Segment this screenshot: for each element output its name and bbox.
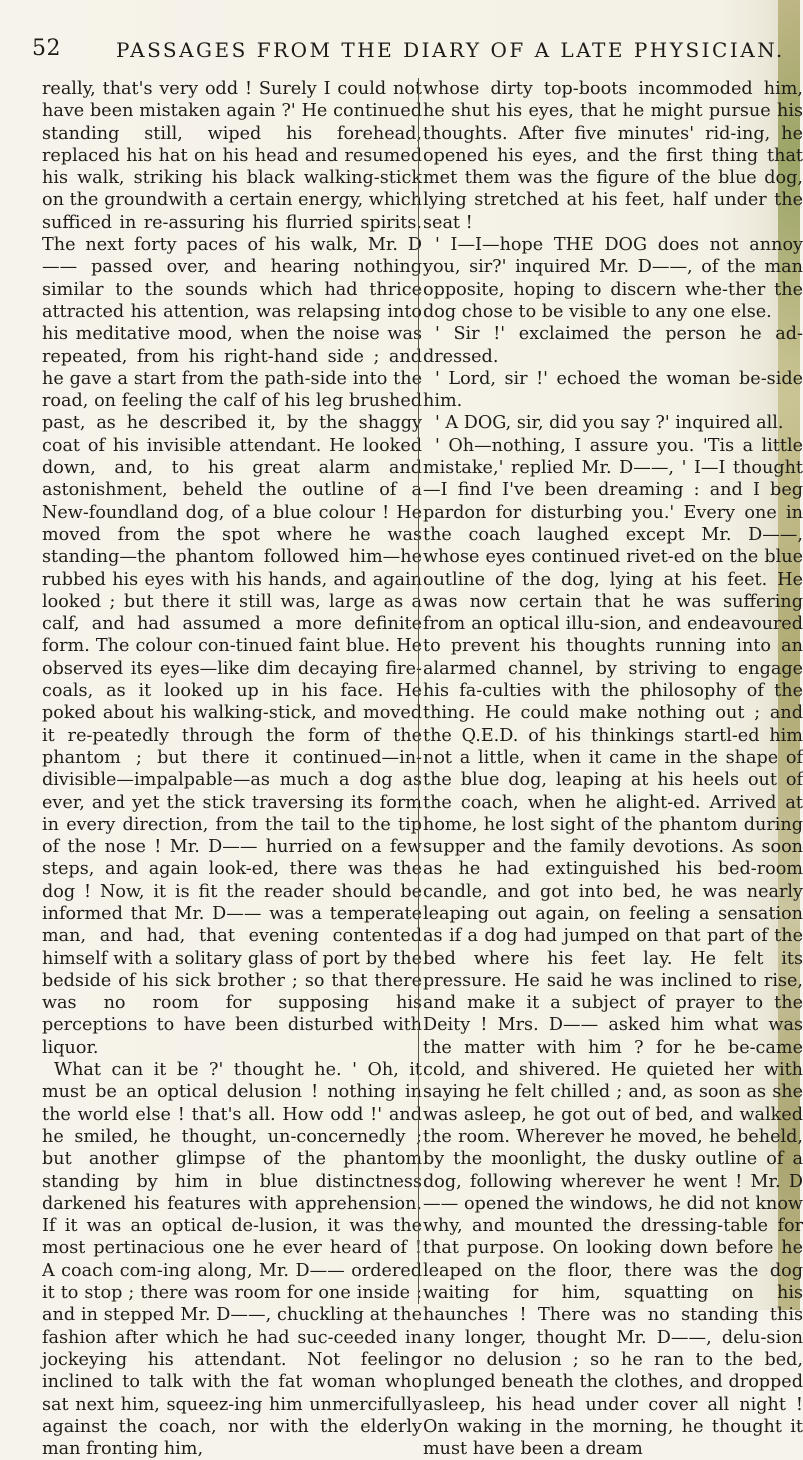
paragraph: ' I—I—hope THE DOG does not annoy you, sir?' inquired Mr. D——, of the man opposite, hoping to discern whe-ther the dog chose to be visible to any one else.: [423, 235, 803, 322]
paragraph: What can it be ?' thought he. ' Oh, it must be an optical delusion ! nothing in the world else ! that's all. How odd !' and he smiled, he thought, un-concernedly ; but another glimpse of the phantom standing by him in blue distinctness darkened his features with apprehension. If it was an optical de-lusion, it was the most pertinacious one he ever heard of ! A coach com-ing along, Mr. D—— ordered it to stop ; there was room for one inside : and in stepped Mr. D——, chuckling at the fashion after which he had suc-ceeded in jockeying his attendant. Not feeling inclined to talk with the fat woman who sat next him, squeez-ing him unmercifully against the coach, nor with the elderly man fronting him,: [42, 1060, 422, 1460]
running-header: [24, 36, 785, 66]
page-number: 52: [32, 36, 61, 61]
running-title: PASSAGES FROM THE DIARY OF A LATE PHYSICIAN.: [116, 38, 785, 62]
right-text-column: [418, 78, 803, 1460]
paragraph: ' A DOG, sir, did you say ?' inquired all.: [435, 413, 784, 434]
paragraph: whose dirty top-boots incommoded him, he shut his eyes, that he might pursue his thoughts. After five minutes' rid-ing, he opened his eyes, and the first thing that met them was the figure of the blue dog, lying stretched at his feet, half under the seat !: [423, 79, 803, 233]
paragraph: ' Sir !' exclaimed the person he ad-dressed.: [423, 324, 803, 367]
paragraph: ' Oh—nothing, I assure you. 'Tis a little mistake,' replied Mr. D——, ' I—I thought—I find I've been dreaming : and I beg pardon for disturbing you.' Every one in the coach laughed except Mr. D——, whose eyes continued rivet-ed on the blue outline of the dog, lying at his feet. He was now certain that he was suffering from an optical illu-sion, and endeavoured to prevent his thoughts running into an alarmed channel, by striving to engage his fa-culties with the philosophy of the thing. He could make nothing out ; and the Q.E.D. of his thinkings startl-ed him not a little, when it came in the shape of the blue dog, leaping at his heels out of the coach, when he alight-ed. Arrived at home, he lost sight of the phantom during supper and the family devotions. As soon as he had extinguished his bed-room candle, and got into bed, he was nearly leaping out again, on feeling a sensation as if a dog had jumped on that part of the bed where his feet lay. He felt its pressure. He said he was inclined to rise, and make it a subject of prayer to the Deity ! Mrs. D—— asked him what was the matter with him ? for he be-came cold, and shivered. He quieted her with saying he felt chilled ; and, as soon as she was asleep, he got out of bed, and walked the room. Wherever he moved, he beheld, by the moonlight, the dusky outline of a dog, following wherever he went ! Mr. D—— opened the windows, he did not know why, and mounted the dressing-table for that purpose. On looking down before he leaped on the floor, there was the dog waiting for him, squatting on his haunches ! There was no standing this any longer, thought Mr. D——, delu-sion or no delusion ; so he ran to the bed, plunged beneath the clothes, and dropped asleep, his head under cover all night ! On waking in the morning, he thought it must have been a dream: [423, 435, 803, 1460]
paragraph: ' Lord, sir !' echoed the woman be-side him.: [423, 368, 803, 412]
left-text-column: [42, 78, 422, 1460]
paragraph: really, that's very odd ! Surely I could not have been mistaken again ?' He continued standing still, wiped his forehead, replaced his hat on his head and resumed his walk, striking his black walking-stick on the groundwith a certain energy, which sufficed in re-assuring his flurried spirits. The next forty paces of his walk, Mr. D—— passed over, and hearing nothing similar to the sounds which had thrice attracted his attention, was relapsing into his meditative mood, when the noise was repeated, from his right-hand side ; and he gave a start from the path-side into the road, on feeling the calf of his leg brushed past, as he described it, by the shaggy coat of his invisible attendant. He looked down, and, to his great alarm and astonishment, beheld the outline of a New-foundland dog, of a blue colour ! He moved from the spot where he was standing—the phantom followed him—he rubbed his eyes with his hands, and again looked ; but there it still was, large as a calf, and had assumed a more definite form. The colour con-tinued faint blue. He observed its eyes—like dim decaying fire-coals, as it looked up in his face. He poked about his walking-stick, and moved it re-peatedly through the form of the phantom ; but there it continued—in-divisible—impalpable—as much a dog as ever, and yet the stick traversing its form in every direction, from the tail to the tip of the nose ! Mr. D—— hurried on a few steps, and again look-ed, there was the dog ! Now, it is fit the reader should be informed that Mr. D—— was a temperate man, and had, that evening contented himself with a solitary glass of port by the bedside of his sick brother ; so that there was no room for supposing his perceptions to have been disturbed with liquor.: [42, 79, 422, 1058]
